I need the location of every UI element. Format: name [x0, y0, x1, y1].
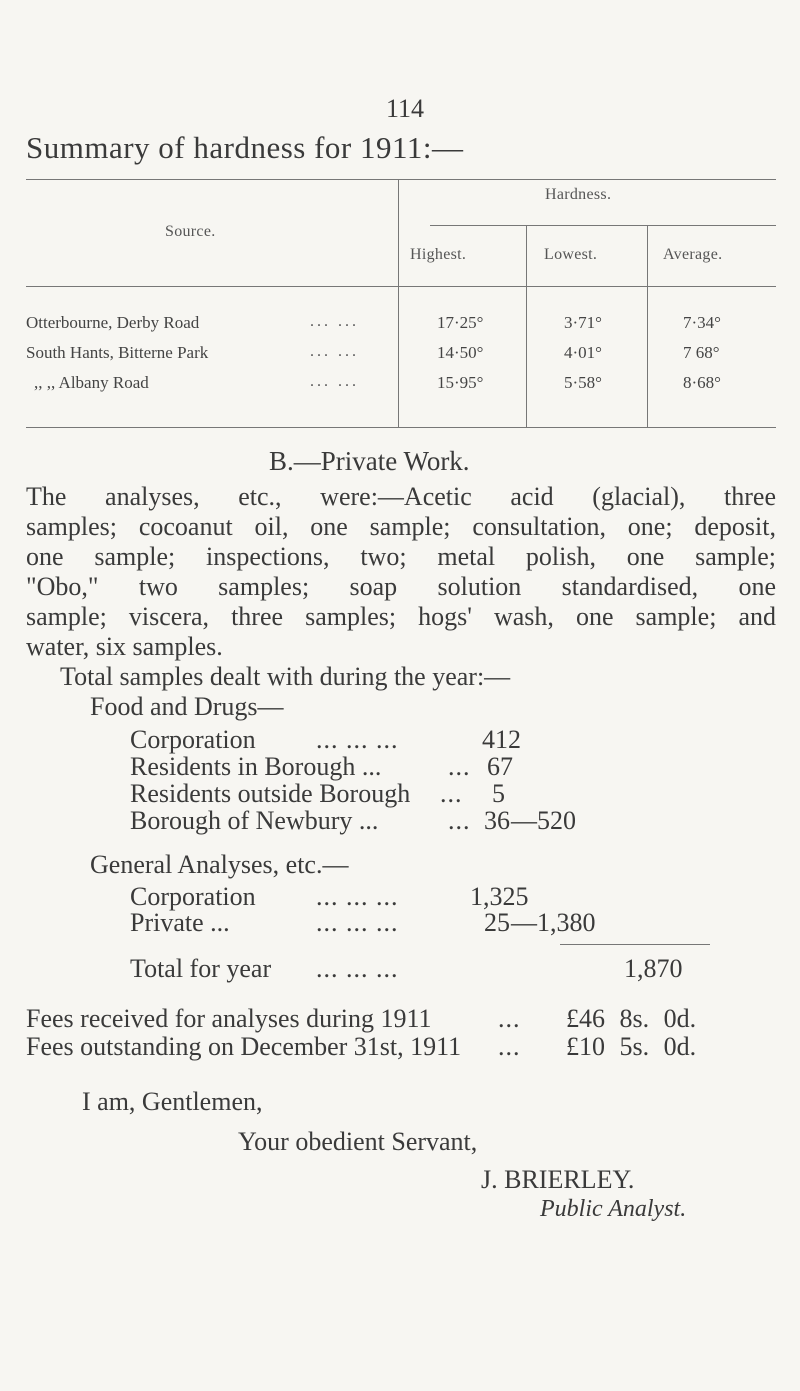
- item-value: 5: [492, 779, 505, 808]
- item-value: 67: [487, 752, 513, 781]
- hardness-subrule: [430, 225, 776, 226]
- hardness-header: Hardness.: [545, 186, 612, 203]
- fee-label: Fees outstanding on December 31st, 1911: [26, 1032, 462, 1061]
- table-divider: [398, 179, 399, 427]
- item-label: Residents in Borough ...: [130, 752, 382, 781]
- column-header-average: Average.: [663, 246, 723, 263]
- page-number: 114: [386, 94, 425, 123]
- row-source: Otterbourne, Derby Road: [26, 313, 200, 332]
- totals-intro: Total samples dealt with during the year:—: [60, 662, 511, 691]
- row-source: ,, ,, Albany Road: [34, 373, 149, 392]
- row-leader-dots: ... ...: [310, 313, 359, 330]
- total-value: 1,870: [624, 954, 683, 983]
- row-source: South Hants, Bitterne Park: [26, 343, 209, 362]
- col-divider-1: [526, 225, 527, 427]
- total-rule: [560, 944, 710, 945]
- total-dots: ... ... ...: [316, 954, 399, 983]
- signature-name: J. BRIERLEY.: [481, 1165, 635, 1194]
- table-bottom-rule: [26, 427, 776, 428]
- paragraph-line: samples; cocoanut oil, one sample; consultation, one; deposit,: [26, 512, 776, 541]
- paragraph-line: The analyses, etc., were:—Acetic acid (glacial), three: [26, 482, 776, 511]
- total-label: Total for year: [130, 954, 272, 983]
- item-label: Residents outside Borough: [130, 779, 411, 808]
- item-subtotal: —520: [511, 806, 576, 835]
- row-highest: 17·25°: [437, 313, 484, 332]
- row-leader-dots: ... ...: [310, 343, 359, 360]
- closing-servant: Your obedient Servant,: [238, 1127, 478, 1156]
- food-heading: Food and Drugs—: [90, 692, 284, 721]
- source-header: Source.: [165, 223, 216, 240]
- column-header-highest: Highest.: [410, 246, 467, 263]
- table-top-rule: [26, 179, 776, 180]
- summary-title: Summary of hardness for 1911:—: [26, 130, 464, 165]
- row-highest: 14·50°: [437, 343, 484, 362]
- signature-title: Public Analyst.: [540, 1196, 687, 1222]
- private-work-paragraph: [26, 482, 776, 662]
- row-leader-dots: ... ...: [310, 373, 359, 390]
- row-lowest: 3·71°: [564, 313, 602, 332]
- fee-dots: ...: [498, 1032, 521, 1061]
- item-subtotal: —1,380: [511, 908, 596, 937]
- row-average: 8·68°: [683, 373, 721, 392]
- item-dots: ...: [440, 779, 463, 808]
- item-label: Corporation: [130, 882, 256, 911]
- fee-label: Fees received for analyses during 1911: [26, 1004, 432, 1033]
- item-value: 1,325: [470, 882, 529, 911]
- item-label: Borough of Newbury ...: [130, 806, 379, 835]
- fee-dots: ...: [498, 1004, 521, 1033]
- section-heading: B.—Private Work.: [269, 446, 470, 476]
- item-value: 412: [482, 725, 521, 754]
- item-dots: ... ... ...: [316, 882, 399, 911]
- item-dots: ... ... ...: [316, 725, 399, 754]
- paragraph-line: sample; viscera, three samples; hogs' wash, one sample; and: [26, 602, 776, 631]
- item-value: 36: [484, 806, 510, 835]
- paragraph-line: water, six samples.: [26, 632, 223, 661]
- paragraph-line: "Obo," two samples; soap solution standardised, one: [26, 572, 776, 601]
- item-value: 25: [484, 908, 510, 937]
- item-dots: ... ... ...: [316, 908, 399, 937]
- col-divider-2: [647, 225, 648, 427]
- fee-amount: £46 8s. 0d.: [566, 1004, 697, 1033]
- paragraph-line: one sample; inspections, two; metal polish, one sample;: [26, 542, 776, 571]
- item-dots: ...: [448, 752, 471, 781]
- row-average: 7·34°: [683, 313, 721, 332]
- row-highest: 15·95°: [437, 373, 484, 392]
- item-label: Private ...: [130, 908, 230, 937]
- row-lowest: 4·01°: [564, 343, 602, 362]
- row-lowest: 5·58°: [564, 373, 602, 392]
- item-dots: ...: [448, 806, 471, 835]
- column-header-lowest: Lowest.: [544, 246, 598, 263]
- header-bottom-rule: [26, 286, 776, 287]
- fee-amount: £10 5s. 0d.: [566, 1032, 697, 1061]
- closing-salutation: I am, Gentlemen,: [82, 1087, 263, 1116]
- row-average: 7 68°: [683, 343, 720, 362]
- general-heading: General Analyses, etc.—: [90, 850, 349, 879]
- item-label: Corporation: [130, 725, 256, 754]
